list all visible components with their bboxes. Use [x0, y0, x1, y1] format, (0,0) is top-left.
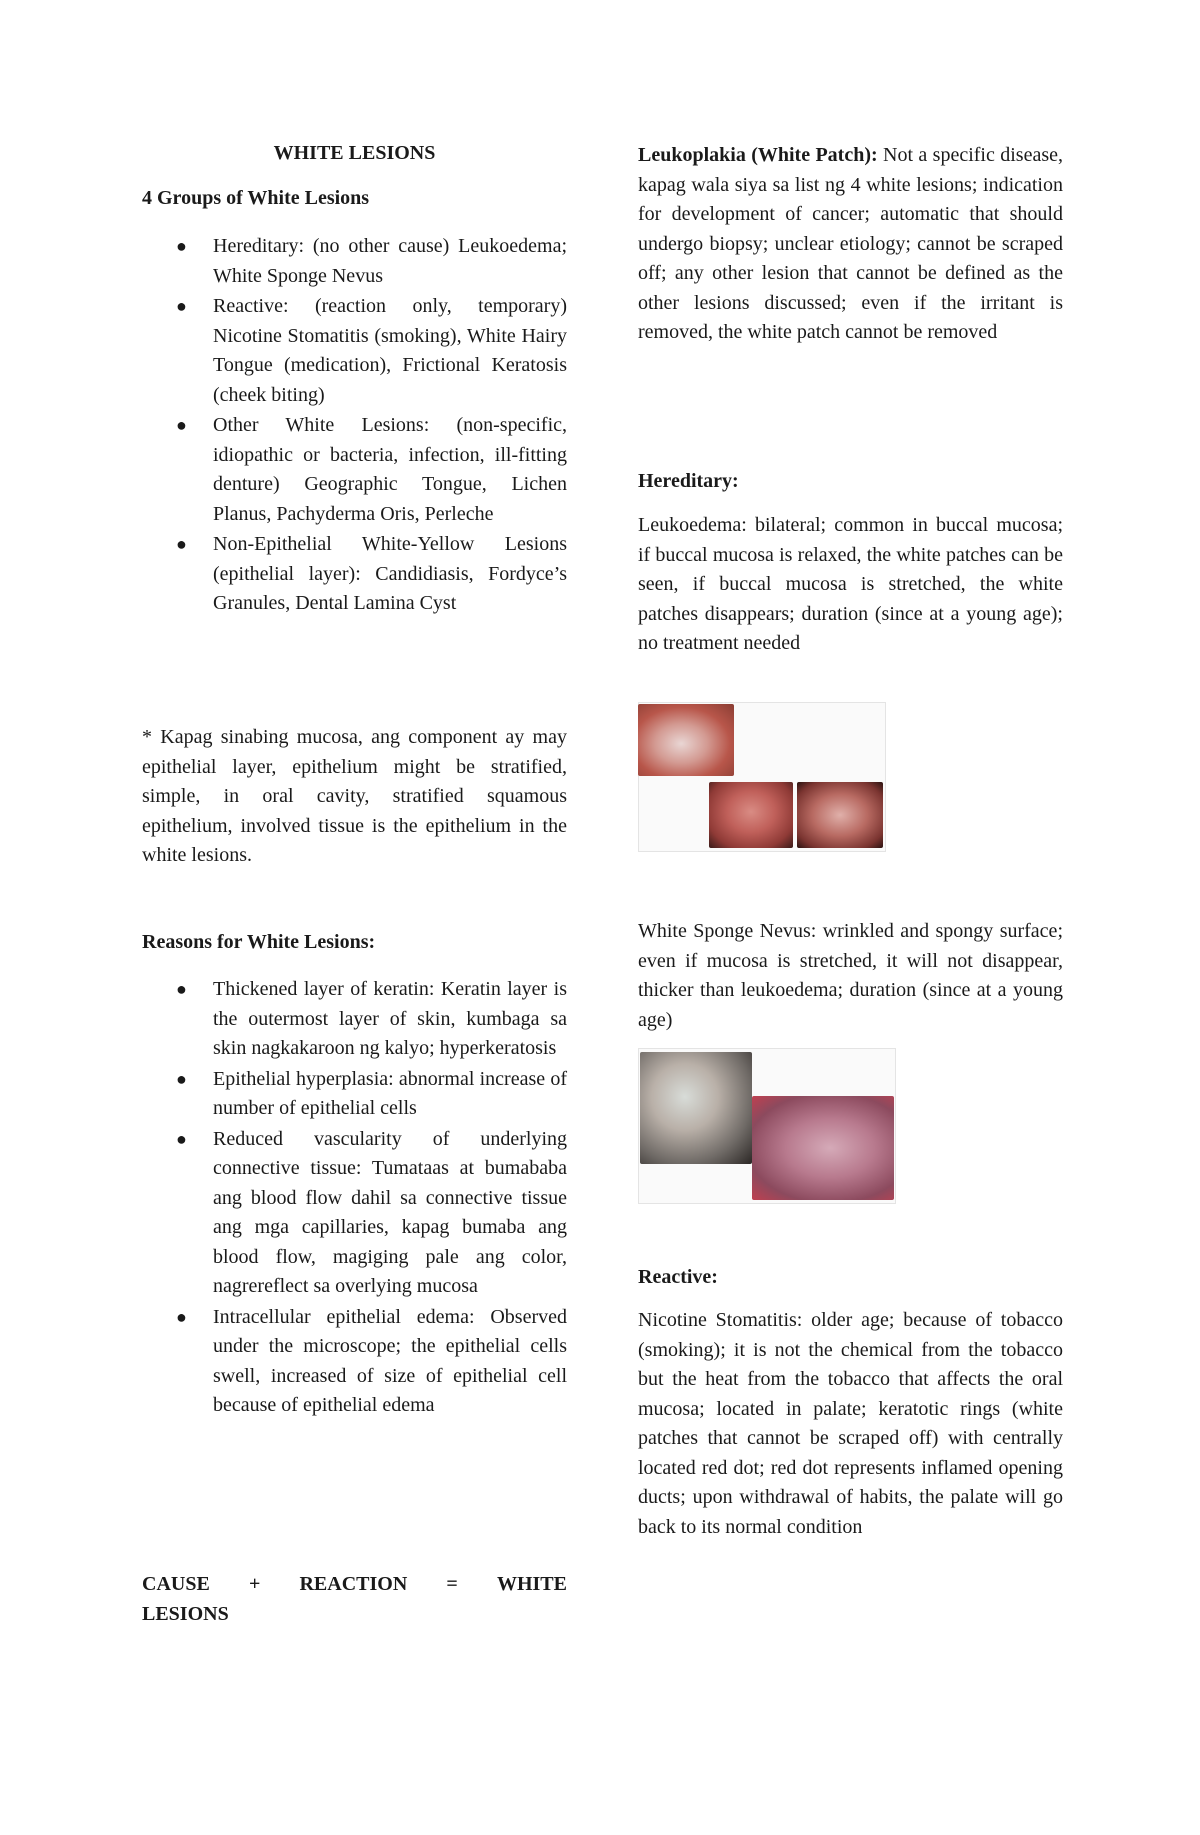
list-item: ● Hereditary: (no other cause) Leukoedema; White Sponge Nevus [142, 232, 567, 291]
list-item: ● Intracellular epithelial edema: Observed under the microscope; the epithelial cells swell, increased of size of epithelial cell because of epithelial edema [142, 1303, 567, 1421]
bullet-icon: ● [176, 1068, 187, 1089]
list-item: ● Reduced vascularity of underlying connective tissue: Tumataas at bumababa ang blood flow dahil sa connective tissue ang mga capillaries, kapag bumaba ang blood flow, magiging pale ang color, nagrereflect sa overlying mucosa [142, 1125, 567, 1302]
list-item: ● Non-Epithelial White-Yellow Lesions (epithelial layer): Candidiasis, Fordyce’s Granules, Dental Lamina Cyst [142, 530, 567, 619]
list-item: ● Thickened layer of keratin: Keratin layer is the outermost layer of skin, kumbaga sa skin nagkakaroon ng kalyo; hyperkeratosis [142, 975, 567, 1064]
leukoplakia-text: Not a specific disease, kapag wala siya sa list ng 4 white lesions; indication for development of cancer; automatic that should undergo biopsy; unclear etiology; cannot be scraped off; any other lesion that cannot be defined as the other lesions discussed; even if the irritant is removed, the white patch cannot be removed [638, 144, 1063, 343]
mucosa-note: * Kapag sinabing mucosa, ang component ay may epithelial layer, epithelium might be stratified, simple, in oral cavity, stratified squamous epithelium, involved tissue is the epithelium in the white lesions. [142, 726, 567, 866]
bullet-icon: ● [176, 415, 187, 435]
equation-reaction: REACTION [299, 1573, 408, 1595]
nicotine-paragraph: Nicotine Stomatitis: older age; because of tobacco (smoking); it is not the chemical from the tobacco but the heat from the tobacco that affects the oral mucosa; located in palate; keratotic rings (white patches that cannot be scraped off) with centrally located red dot; red dot represents inflamed opening ducts; upon withdrawal of habits, the palate will go back to its normal condition [638, 1309, 1063, 1538]
reasons-heading: Reasons for White Lesions: [142, 931, 376, 953]
leukoedema-photo [709, 782, 793, 848]
hereditary-heading: Hereditary: [638, 470, 739, 492]
leukoedema-photo [797, 782, 883, 848]
groups-heading: 4 Groups of White Lesions [142, 187, 370, 209]
white-sponge-photo [752, 1096, 894, 1200]
bullet-icon: ● [176, 236, 187, 256]
equation-plus: + [248, 1573, 261, 1595]
list-item: ● Other White Lesions: (non-specific, idiopathic or bacteria, infection, ill-fitting denture) Geographic Tongue, Lichen Planus, Pachyderma Oris, Perleche [142, 411, 567, 529]
leukoedema-paragraph: Leukoedema: bilateral; common in buccal mucosa; if buccal mucosa is relaxed, the white patches can be seen, if buccal mucosa is stretched, the white patches disappears; duration (since at a young age); no treatment needed [638, 514, 1063, 654]
bullet-icon: ● [176, 1306, 187, 1327]
equation-white: WHITE [496, 1573, 567, 1595]
equation-lesions: LESIONS [142, 1602, 229, 1625]
equation-cause: CAUSE [142, 1573, 210, 1595]
bullet-icon: ● [176, 1128, 187, 1149]
bullet-icon: ● [176, 534, 187, 554]
groups-list [142, 232, 567, 620]
white-sponge-paragraph: White Sponge Nevus: wrinkled and spongy surface; even if mucosa is stretched, it will not disappear, thicker than leukoedema; duration (since at a young age) [638, 920, 1063, 1031]
leukoplakia-paragraph [638, 141, 1063, 348]
reasons-list [142, 975, 567, 1422]
bullet-icon: ● [176, 296, 187, 316]
equation-equals: = [446, 1573, 458, 1595]
list-item: ● Reactive: (reaction only, temporary) Nicotine Stomatitis (smoking), White Hairy Tongue (medication), Frictional Keratosis (cheek biting) [142, 292, 567, 410]
bullet-icon: ● [176, 979, 187, 999]
leukoedema-photo [638, 704, 734, 776]
white-sponge-photo [640, 1052, 752, 1164]
equation-block [142, 1570, 567, 1629]
list-item: ● Epithelial hyperplasia: abnormal increase of number of epithelial cells [142, 1065, 567, 1124]
leukoplakia-lead: Leukoplakia (White Patch): [638, 144, 878, 166]
reactive-heading: Reactive: [638, 1266, 718, 1288]
page-title: WHITE LESIONS [273, 142, 436, 164]
